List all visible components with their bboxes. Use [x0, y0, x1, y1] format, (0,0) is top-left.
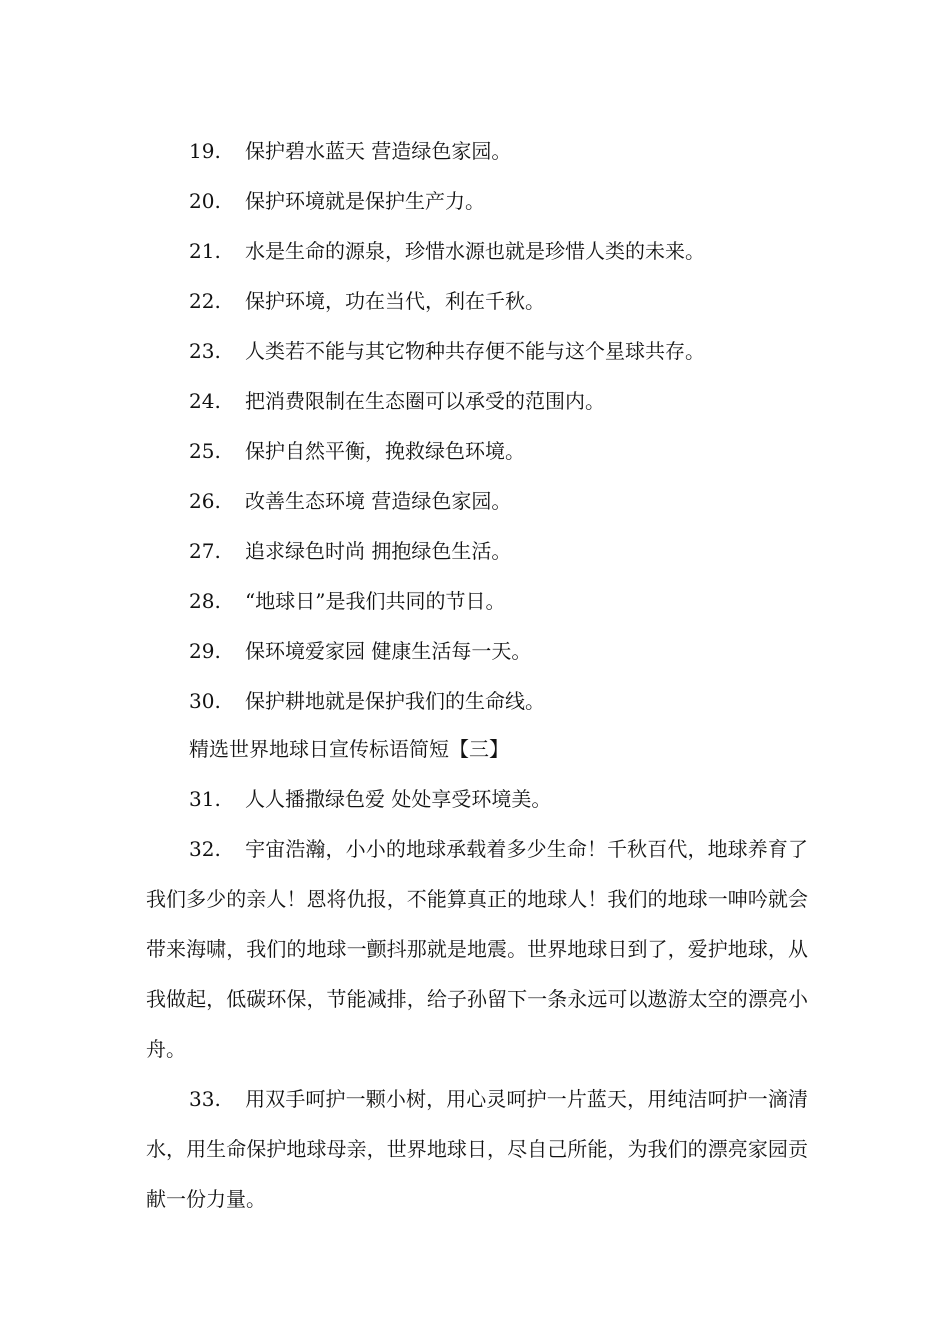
item-number: 30. [189, 689, 221, 713]
list-item [189, 136, 511, 166]
list-item [189, 636, 531, 666]
item-number: 29. [189, 639, 221, 663]
list-item [189, 536, 511, 566]
item-number: 27. [189, 539, 221, 563]
item-number: 33. [189, 1087, 221, 1111]
item-number: 20. [189, 189, 221, 213]
item-number: 21. [189, 239, 221, 263]
item-text: 追求绿色时尚 拥抱绿色生活。 [245, 539, 512, 563]
paragraph [146, 1074, 808, 1224]
paragraph [146, 824, 808, 1074]
item-text: 保护自然平衡，挽救绿色环境。 [245, 439, 525, 463]
item-number: 28. [189, 589, 221, 613]
list-item [189, 586, 505, 616]
item-number: 22. [189, 289, 221, 313]
item-text: 保护耕地就是保护我们的生命线。 [245, 689, 545, 713]
item-text: 保护碧水蓝天 营造绿色家园。 [245, 139, 512, 163]
item-text: 保护环境就是保护生产力。 [245, 189, 485, 213]
item-number: 24. [189, 389, 221, 413]
paragraph-text: 宇宙浩瀚，小小的地球承载着多少生命！千秋百代，地球养育了我们多少的亲人！恩将仇报，不能算真正的地球人！我们的地球一呻吟就会带来海啸，我们的地球一颤抖那就是地震。世界地球日到了，爱护地球，从我做起，低碳环保，节能减排，给子孙留下一条永远可以遨游太空的漂亮小舟。 [146, 837, 808, 1061]
item-text: 人人播撒绿色爱 处处享受环境美。 [245, 787, 552, 811]
list-item [189, 336, 705, 366]
list-item [189, 236, 705, 266]
item-number: 31. [189, 787, 221, 811]
list-item [189, 386, 605, 416]
list-item [189, 436, 525, 466]
paragraph-text: 用双手呵护一颗小树，用心灵呵护一片蓝天，用纯洁呵护一滴清水，用生命保护地球母亲，世界地球日，尽自己所能，为我们的漂亮家园贡献一份力量。 [146, 1087, 808, 1211]
item-number: 19. [189, 139, 221, 163]
item-number: 26. [189, 489, 221, 513]
list-item [189, 686, 545, 716]
item-number: 32. [189, 837, 221, 861]
list-item [189, 286, 545, 316]
item-text: 保环境爱家园 健康生活每一天。 [245, 639, 532, 663]
item-text: “地球日”是我们共同的节日。 [245, 589, 506, 613]
item-number: 23. [189, 339, 221, 363]
item-text: 改善生态环境 营造绿色家园。 [245, 489, 512, 513]
item-text: 人类若不能与其它物种共存便不能与这个星球共存。 [245, 339, 705, 363]
list-item [189, 486, 511, 516]
item-text: 水是生命的源泉，珍惜水源也就是珍惜人类的未来。 [245, 239, 705, 263]
list-item [189, 784, 551, 814]
list-item [189, 186, 485, 216]
item-text: 保护环境，功在当代，利在千秋。 [245, 289, 545, 313]
item-text: 把消费限制在生态圈可以承受的范围内。 [245, 389, 605, 413]
item-number: 25. [189, 439, 221, 463]
section-heading: 精选世界地球日宣传标语简短【三】 [189, 737, 509, 761]
